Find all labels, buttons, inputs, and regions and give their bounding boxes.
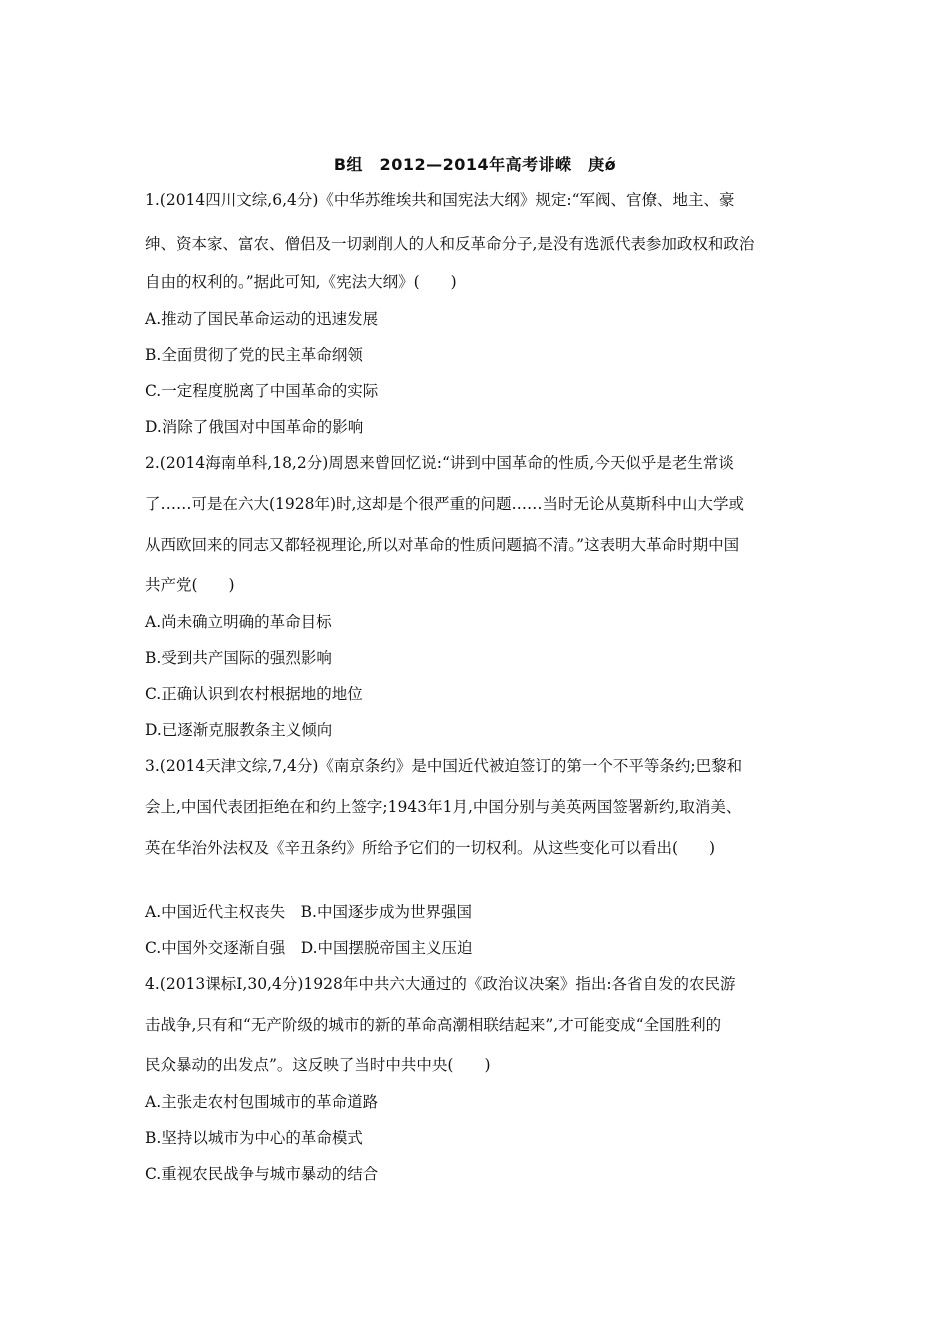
q1-option-b: B.全面贯彻了党的民主革命纲领 (145, 346, 363, 364)
q3-stem-line-3: 英在华治外法权及《辛丑条约》所给予它们的一切权利。从这些变化可以看出( ) (145, 839, 716, 857)
q4-option-a: A.主张走农村包围城市的革命道路 (145, 1093, 379, 1111)
q2-option-c: C.正确认识到农村根据地的地位 (145, 685, 363, 703)
q2-stem-line-1: 2.(2014海南单科,18,2分)周恩来曾回忆说:“讲到中国革命的性质,今天似乎是老生常谈 (145, 454, 734, 472)
q1-stem-line-3: 自由的权利的。”据此可知,《宪法大纲》( ) (145, 273, 457, 291)
q3-stem-line-1: 3.(2014天津文综,7,4分)《南京条约》是中国近代被迫签订的第一个不平等条约;巴黎和 (145, 757, 743, 775)
q3-options-ab: A.中国近代主权丧失 B.中国逐步成为世界强国 (145, 903, 472, 921)
q2-option-b: B.受到共产国际的强烈影响 (145, 649, 332, 667)
q2-stem-line-4: 共产党( ) (145, 576, 235, 594)
q4-stem-line-3: 民众暴动的出发点”。这反映了当时中共中央( ) (145, 1056, 491, 1074)
q2-option-a: A.尚未确立明确的革命目标 (145, 613, 332, 631)
q4-option-c: C.重视农民战争与城市暴动的结合 (145, 1165, 379, 1183)
q1-option-c: C.一定程度脱离了中国革命的实际 (145, 382, 379, 400)
q2-option-d: D.已逐渐克服教条主义倾向 (145, 721, 333, 739)
q4-option-b: B.坚持以城市为中心的革命模式 (145, 1129, 363, 1147)
q2-stem-line-3: 从西欧回来的同志又都轻视理论,所以对革命的性质问题搞不清。”这表明大革命时期中国 (145, 536, 740, 554)
q1-option-d: D.消除了俄国对中国革命的影响 (145, 418, 364, 436)
q4-stem-line-1: 4.(2013课标Ⅰ,30,4分)1928年中共六大通过的《政治议决案》指出:各省自发的农民游 (145, 975, 736, 993)
q3-stem-line-2: 会上,中国代表团拒绝在和约上签字;1943年1月,中国分别与美英两国签署新约,取消美、 (145, 798, 742, 816)
q1-option-a: A.推动了国民革命运动的迅速发展 (145, 310, 379, 328)
page-title: B组 2012—2014年高考诽嵘 庚ǿ (333, 155, 617, 174)
q1-stem-line-1: 1.(2014四川文综,6,4分)《中华苏维埃共和国宪法大纲》规定:“军阀、官僚、地主、豪 (145, 191, 735, 209)
q2-stem-line-2: 了……可是在六大(1928年)时,这却是个很严重的问题……当时无论从莫斯科中山大学或 (145, 495, 744, 513)
q3-options-cd: C.中国外交逐渐自强 D.中国摆脱帝国主义压迫 (145, 939, 473, 957)
q4-stem-line-2: 击战争,只有和“无产阶级的城市的新的革命高潮相联结起来”,才可能变成“全国胜利的 (145, 1016, 722, 1034)
q1-stem-line-2: 绅、资本家、富农、僧侣及一切剥削人的人和反革命分子,是没有选派代表参加政权和政治 (145, 235, 755, 253)
